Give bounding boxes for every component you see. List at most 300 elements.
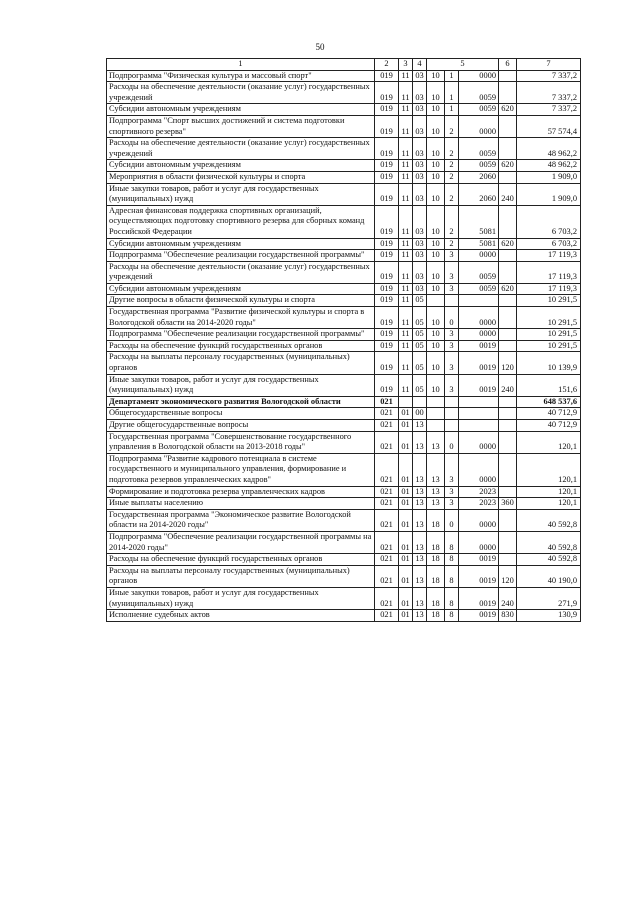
row-expense-type-code — [499, 329, 517, 341]
row-ministry-code: 019 — [375, 104, 399, 116]
row-target-code-subprogram: 8 — [445, 587, 459, 609]
row-ministry-code: 021 — [375, 498, 399, 510]
row-section-code: 11 — [399, 82, 413, 104]
row-subsection-code: 05 — [413, 329, 427, 341]
row-target-code-subprogram — [445, 295, 459, 307]
row-target-code-program: 10 — [427, 115, 445, 137]
row-name: Общегосударственные вопросы — [107, 408, 375, 420]
row-subsection-code: 03 — [413, 205, 427, 238]
row-target-code-subprogram: 2 — [445, 115, 459, 137]
row-target-code-subprogram: 3 — [445, 329, 459, 341]
row-section-code: 01 — [399, 509, 413, 531]
row-target-code-subprogram: 8 — [445, 565, 459, 587]
row-expense-type-code — [499, 486, 517, 498]
row-target-code-direction: 0019 — [459, 374, 499, 396]
row-subsection-code: 03 — [413, 250, 427, 262]
row-ministry-code: 021 — [375, 565, 399, 587]
row-expense-type-code — [499, 431, 517, 453]
row-amount: 151,6 — [517, 374, 581, 396]
row-name: Подпрограмма "Спорт высших достижений и система подготовки спортивного резерва" — [107, 115, 375, 137]
row-name: Расходы на выплаты персоналу государственных (муниципальных) органов — [107, 565, 375, 587]
row-target-code-program: 10 — [427, 160, 445, 172]
table-row — [107, 531, 581, 553]
row-ministry-code: 019 — [375, 171, 399, 183]
row-subsection-code: 13 — [413, 486, 427, 498]
row-target-code-direction: 5081 — [459, 205, 499, 238]
row-target-code-direction: 0000 — [459, 329, 499, 341]
row-ministry-code: 021 — [375, 408, 399, 420]
row-section-code: 01 — [399, 453, 413, 486]
row-name: Иные выплаты населению — [107, 498, 375, 510]
header-cell-7: 7 — [517, 59, 581, 71]
row-expense-type-code: 620 — [499, 160, 517, 172]
row-name: Субсидии автономным учреждениям — [107, 238, 375, 250]
table-row — [107, 250, 581, 262]
row-expense-type-code — [499, 554, 517, 566]
row-section-code: 11 — [399, 104, 413, 116]
table-row — [107, 261, 581, 283]
row-ministry-code: 021 — [375, 486, 399, 498]
row-subsection-code: 03 — [413, 82, 427, 104]
table-row — [107, 283, 581, 295]
row-amount: 48 962,2 — [517, 160, 581, 172]
row-name: Расходы на обеспечение деятельности (оказание услуг) государственных учреждений — [107, 261, 375, 283]
row-amount: 57 574,4 — [517, 115, 581, 137]
row-amount: 6 703,2 — [517, 205, 581, 238]
row-name: Субсидии автономным учреждениям — [107, 160, 375, 172]
row-target-code-subprogram: 2 — [445, 171, 459, 183]
table-row — [107, 420, 581, 432]
row-amount: 10 291,5 — [517, 340, 581, 352]
row-target-code-direction — [459, 295, 499, 307]
row-name: Субсидии автономным учреждениям — [107, 104, 375, 116]
row-name: Другие общегосударственные вопросы — [107, 420, 375, 432]
row-target-code-direction: 2060 — [459, 183, 499, 205]
row-amount: 10 291,5 — [517, 329, 581, 341]
row-ministry-code: 019 — [375, 329, 399, 341]
row-amount: 40 592,8 — [517, 531, 581, 553]
row-section-code: 11 — [399, 295, 413, 307]
row-target-code-program — [427, 408, 445, 420]
row-expense-type-code: 620 — [499, 238, 517, 250]
row-name: Расходы на обеспечение функций государственных органов — [107, 554, 375, 566]
table-row — [107, 205, 581, 238]
row-expense-type-code — [499, 171, 517, 183]
row-expense-type-code — [499, 396, 517, 408]
row-target-code-subprogram: 0 — [445, 431, 459, 453]
row-target-code-direction — [459, 420, 499, 432]
row-target-code-direction: 0000 — [459, 431, 499, 453]
row-ministry-code: 021 — [375, 453, 399, 486]
row-target-code-subprogram: 2 — [445, 238, 459, 250]
table-row — [107, 295, 581, 307]
row-expense-type-code: 240 — [499, 587, 517, 609]
row-target-code-program — [427, 295, 445, 307]
row-name: Подпрограмма "Обеспечение реализации государственной программы" — [107, 329, 375, 341]
row-target-code-program: 18 — [427, 565, 445, 587]
row-expense-type-code: 620 — [499, 283, 517, 295]
row-expense-type-code — [499, 82, 517, 104]
row-subsection-code: 13 — [413, 509, 427, 531]
row-name: Государственная программа "Развитие физической культуры и спорта в Вологодской области на 2014-2020 годы" — [107, 307, 375, 329]
row-ministry-code: 021 — [375, 554, 399, 566]
row-subsection-code: 03 — [413, 138, 427, 160]
row-target-code-subprogram: 2 — [445, 138, 459, 160]
header-cell-5: 5 — [427, 59, 499, 71]
row-target-code-program: 18 — [427, 587, 445, 609]
row-subsection-code — [413, 396, 427, 408]
table-row — [107, 509, 581, 531]
row-amount: 40 190,0 — [517, 565, 581, 587]
row-expense-type-code: 120 — [499, 352, 517, 374]
row-subsection-code: 03 — [413, 183, 427, 205]
row-target-code-program: 10 — [427, 352, 445, 374]
table-row — [107, 554, 581, 566]
row-name: Субсидии автономным учреждениям — [107, 283, 375, 295]
row-target-code-direction: 0000 — [459, 70, 499, 82]
row-target-code-program: 10 — [427, 70, 445, 82]
row-target-code-direction: 0000 — [459, 307, 499, 329]
row-section-code: 01 — [399, 554, 413, 566]
row-target-code-program: 10 — [427, 138, 445, 160]
row-target-code-direction: 0019 — [459, 554, 499, 566]
row-target-code-direction: 0059 — [459, 104, 499, 116]
row-name: Департамент экономического развития Вологодской области — [107, 396, 375, 408]
row-target-code-subprogram: 8 — [445, 554, 459, 566]
row-subsection-code: 05 — [413, 340, 427, 352]
row-subsection-code: 03 — [413, 261, 427, 283]
row-expense-type-code — [499, 138, 517, 160]
row-target-code-subprogram: 0 — [445, 509, 459, 531]
row-target-code-direction: 0000 — [459, 453, 499, 486]
row-expense-type-code — [499, 531, 517, 553]
row-section-code: 01 — [399, 587, 413, 609]
table-row — [107, 431, 581, 453]
row-target-code-direction: 0019 — [459, 352, 499, 374]
row-target-code-program: 13 — [427, 431, 445, 453]
row-target-code-direction: 0019 — [459, 587, 499, 609]
header-row — [107, 59, 581, 71]
row-amount: 1 909,0 — [517, 183, 581, 205]
row-ministry-code: 019 — [375, 115, 399, 137]
row-target-code-program: 10 — [427, 261, 445, 283]
row-amount: 130,9 — [517, 610, 581, 622]
row-expense-type-code: 360 — [499, 498, 517, 510]
row-target-code-direction: 0019 — [459, 565, 499, 587]
row-section-code: 01 — [399, 610, 413, 622]
row-target-code-direction: 5081 — [459, 238, 499, 250]
row-target-code-direction: 0059 — [459, 82, 499, 104]
row-section-code: 11 — [399, 70, 413, 82]
row-name: Подпрограмма "Развитие кадрового потенциала в системе государственного и муниципального управления, формирование и подготовка резервов управленческих кадров" — [107, 453, 375, 486]
row-section-code: 01 — [399, 531, 413, 553]
row-subsection-code: 03 — [413, 283, 427, 295]
row-target-code-program: 10 — [427, 171, 445, 183]
row-ministry-code: 021 — [375, 509, 399, 531]
row-expense-type-code — [499, 509, 517, 531]
row-subsection-code: 05 — [413, 307, 427, 329]
row-section-code: 11 — [399, 283, 413, 295]
table-row — [107, 138, 581, 160]
row-amount: 40 712,9 — [517, 420, 581, 432]
row-target-code-subprogram: 1 — [445, 82, 459, 104]
header-cell-3: 3 — [399, 59, 413, 71]
row-name: Другие вопросы в области физической культуры и спорта — [107, 295, 375, 307]
row-target-code-subprogram: 3 — [445, 352, 459, 374]
row-target-code-subprogram — [445, 420, 459, 432]
row-target-code-direction — [459, 408, 499, 420]
row-target-code-program: 13 — [427, 453, 445, 486]
row-amount: 120,1 — [517, 486, 581, 498]
table-row — [107, 329, 581, 341]
row-section-code: 11 — [399, 171, 413, 183]
row-amount: 40 592,8 — [517, 509, 581, 531]
row-name: Государственная программа "Экономическое развитие Вологодской области на 2014-2020 годы" — [107, 509, 375, 531]
row-target-code-subprogram: 3 — [445, 250, 459, 262]
row-section-code: 11 — [399, 307, 413, 329]
table-row — [107, 565, 581, 587]
row-name: Расходы на выплаты персоналу государственных (муниципальных) органов — [107, 352, 375, 374]
table-row — [107, 610, 581, 622]
row-name: Адресная финансовая поддержка спортивных организаций, осуществляющих подготовку спортивного резерва для сборных команд Российской Федерации — [107, 205, 375, 238]
table-row — [107, 104, 581, 116]
row-expense-type-code — [499, 205, 517, 238]
row-name: Подпрограмма "Обеспечение реализации государственной программы" — [107, 250, 375, 262]
row-target-code-direction: 2060 — [459, 171, 499, 183]
row-section-code: 01 — [399, 498, 413, 510]
row-ministry-code: 021 — [375, 396, 399, 408]
row-target-code-subprogram: 8 — [445, 531, 459, 553]
row-ministry-code: 019 — [375, 238, 399, 250]
row-section-code: 11 — [399, 261, 413, 283]
row-amount: 7 337,2 — [517, 104, 581, 116]
row-target-code-direction: 2023 — [459, 486, 499, 498]
row-amount: 48 962,2 — [517, 138, 581, 160]
row-section-code: 11 — [399, 115, 413, 137]
row-target-code-program: 18 — [427, 509, 445, 531]
row-target-code-program: 10 — [427, 329, 445, 341]
row-amount: 10 291,5 — [517, 307, 581, 329]
row-amount: 40 592,8 — [517, 554, 581, 566]
row-name: Подпрограмма "Обеспечение реализации государственной программы на 2014-2020 годы" — [107, 531, 375, 553]
row-amount: 10 139,9 — [517, 352, 581, 374]
table-row — [107, 396, 581, 408]
table-row — [107, 238, 581, 250]
row-name: Расходы на обеспечение функций государственных органов — [107, 340, 375, 352]
table-row — [107, 340, 581, 352]
row-expense-type-code — [499, 295, 517, 307]
row-target-code-direction: 0059 — [459, 160, 499, 172]
row-section-code: 01 — [399, 408, 413, 420]
row-target-code-subprogram: 3 — [445, 374, 459, 396]
row-ministry-code: 019 — [375, 160, 399, 172]
row-ministry-code: 019 — [375, 295, 399, 307]
row-target-code-program: 18 — [427, 531, 445, 553]
budget-table — [106, 58, 581, 622]
row-ministry-code: 019 — [375, 183, 399, 205]
row-amount: 7 337,2 — [517, 82, 581, 104]
row-amount: 648 537,6 — [517, 396, 581, 408]
row-section-code: 11 — [399, 160, 413, 172]
row-target-code-subprogram: 3 — [445, 261, 459, 283]
row-subsection-code: 13 — [413, 420, 427, 432]
row-amount: 17 119,3 — [517, 250, 581, 262]
row-section-code: 11 — [399, 183, 413, 205]
row-target-code-program: 10 — [427, 374, 445, 396]
row-name: Иные закупки товаров, работ и услуг для государственных (муниципальных) нужд — [107, 183, 375, 205]
table-row — [107, 70, 581, 82]
row-expense-type-code — [499, 453, 517, 486]
row-section-code: 11 — [399, 340, 413, 352]
row-subsection-code: 13 — [413, 431, 427, 453]
row-target-code-program: 10 — [427, 307, 445, 329]
row-target-code-program: 10 — [427, 340, 445, 352]
row-expense-type-code: 830 — [499, 610, 517, 622]
row-target-code-direction: 0019 — [459, 340, 499, 352]
row-amount: 120,1 — [517, 431, 581, 453]
row-target-code-program: 18 — [427, 554, 445, 566]
row-section-code: 11 — [399, 250, 413, 262]
row-expense-type-code — [499, 408, 517, 420]
row-target-code-subprogram: 2 — [445, 183, 459, 205]
row-section-code: 11 — [399, 138, 413, 160]
row-section-code: 01 — [399, 431, 413, 453]
row-target-code-subprogram — [445, 408, 459, 420]
row-expense-type-code — [499, 70, 517, 82]
row-target-code-subprogram: 3 — [445, 453, 459, 486]
row-expense-type-code — [499, 340, 517, 352]
table-row — [107, 115, 581, 137]
row-target-code-program: 10 — [427, 104, 445, 116]
header-cell-4: 4 — [413, 59, 427, 71]
row-target-code-program: 10 — [427, 250, 445, 262]
row-ministry-code: 019 — [375, 70, 399, 82]
row-subsection-code: 13 — [413, 610, 427, 622]
row-section-code: 01 — [399, 486, 413, 498]
row-name: Расходы на обеспечение деятельности (оказание услуг) государственных учреждений — [107, 82, 375, 104]
row-target-code-program: 13 — [427, 486, 445, 498]
row-ministry-code: 019 — [375, 138, 399, 160]
row-subsection-code: 03 — [413, 171, 427, 183]
table-row — [107, 82, 581, 104]
row-expense-type-code: 120 — [499, 565, 517, 587]
table-row — [107, 160, 581, 172]
row-subsection-code: 03 — [413, 238, 427, 250]
table-row — [107, 183, 581, 205]
row-target-code-direction: 0059 — [459, 138, 499, 160]
row-target-code-program: 10 — [427, 238, 445, 250]
row-subsection-code: 13 — [413, 531, 427, 553]
row-ministry-code: 019 — [375, 307, 399, 329]
row-target-code-subprogram: 0 — [445, 307, 459, 329]
row-target-code-direction: 0000 — [459, 250, 499, 262]
row-target-code-program: 10 — [427, 205, 445, 238]
row-expense-type-code — [499, 115, 517, 137]
row-section-code: 01 — [399, 565, 413, 587]
row-target-code-subprogram: 2 — [445, 205, 459, 238]
row-target-code-program: 18 — [427, 610, 445, 622]
row-target-code-direction: 0059 — [459, 283, 499, 295]
row-name: Расходы на обеспечение деятельности (оказание услуг) государственных учреждений — [107, 138, 375, 160]
row-target-code-program — [427, 420, 445, 432]
row-expense-type-code: 620 — [499, 104, 517, 116]
row-expense-type-code: 240 — [499, 374, 517, 396]
header-cell-6: 6 — [499, 59, 517, 71]
row-name: Иные закупки товаров, работ и услуг для государственных (муниципальных) нужд — [107, 374, 375, 396]
row-subsection-code: 05 — [413, 374, 427, 396]
row-name: Мероприятия в области физической культуры и спорта — [107, 171, 375, 183]
row-amount: 271,9 — [517, 587, 581, 609]
row-amount: 120,1 — [517, 498, 581, 510]
row-subsection-code: 13 — [413, 554, 427, 566]
row-ministry-code: 019 — [375, 283, 399, 295]
row-ministry-code: 019 — [375, 352, 399, 374]
table-row — [107, 171, 581, 183]
row-expense-type-code — [499, 420, 517, 432]
row-subsection-code: 03 — [413, 104, 427, 116]
row-ministry-code: 019 — [375, 340, 399, 352]
row-target-code-program — [427, 396, 445, 408]
page-number: 50 — [315, 42, 325, 52]
row-ministry-code: 021 — [375, 420, 399, 432]
row-subsection-code: 03 — [413, 115, 427, 137]
row-subsection-code: 03 — [413, 70, 427, 82]
row-target-code-subprogram: 1 — [445, 104, 459, 116]
table-row — [107, 587, 581, 609]
header-cell-2: 2 — [375, 59, 399, 71]
row-expense-type-code — [499, 261, 517, 283]
row-amount: 1 909,0 — [517, 171, 581, 183]
row-target-code-direction — [459, 396, 499, 408]
row-expense-type-code — [499, 250, 517, 262]
row-ministry-code: 019 — [375, 250, 399, 262]
row-ministry-code: 021 — [375, 531, 399, 553]
row-section-code: 11 — [399, 238, 413, 250]
row-target-code-program: 10 — [427, 283, 445, 295]
row-amount: 6 703,2 — [517, 238, 581, 250]
row-subsection-code: 13 — [413, 453, 427, 486]
table-row — [107, 498, 581, 510]
row-ministry-code: 021 — [375, 587, 399, 609]
row-subsection-code: 13 — [413, 587, 427, 609]
table-row — [107, 374, 581, 396]
row-target-code-direction: 0000 — [459, 531, 499, 553]
table-row — [107, 307, 581, 329]
row-section-code: 11 — [399, 352, 413, 374]
row-expense-type-code: 240 — [499, 183, 517, 205]
row-amount: 40 712,9 — [517, 408, 581, 420]
row-subsection-code: 05 — [413, 352, 427, 374]
row-subsection-code: 05 — [413, 295, 427, 307]
row-target-code-direction: 2023 — [459, 498, 499, 510]
table-row — [107, 352, 581, 374]
row-target-code-subprogram: 3 — [445, 486, 459, 498]
row-target-code-direction: 0059 — [459, 261, 499, 283]
row-target-code-subprogram: 3 — [445, 283, 459, 295]
row-section-code: 01 — [399, 420, 413, 432]
row-ministry-code: 019 — [375, 374, 399, 396]
row-target-code-subprogram: 1 — [445, 70, 459, 82]
row-name: Государственная программа "Совершенствование государственного управления в Вологодской области на 2013-2018 годы" — [107, 431, 375, 453]
row-target-code-subprogram: 2 — [445, 160, 459, 172]
row-amount: 120,1 — [517, 453, 581, 486]
row-target-code-direction: 0019 — [459, 610, 499, 622]
header-cell-1: 1 — [107, 59, 375, 71]
row-target-code-program: 13 — [427, 498, 445, 510]
row-amount: 17 119,3 — [517, 283, 581, 295]
row-name: Подпрограмма "Физическая культура и массовый спорт" — [107, 70, 375, 82]
table-row — [107, 408, 581, 420]
